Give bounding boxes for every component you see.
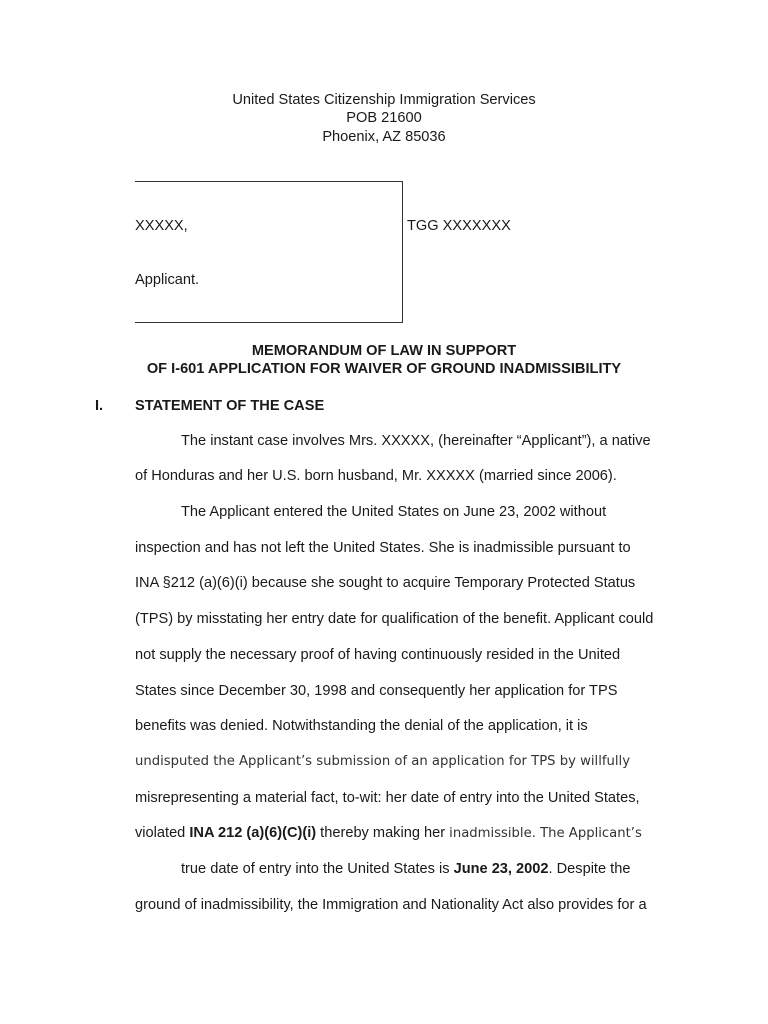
agency-city: Phoenix, AZ 85036: [322, 129, 446, 145]
body-line-6: (TPS) by misstating her entry date for qualification of the benefit. Applicant could: [135, 611, 654, 627]
agency-name: United States Citizenship Immigration Services: [232, 92, 536, 108]
body-line-13: [181, 861, 630, 877]
body-line-13-text-c: . Despite the: [548, 861, 631, 877]
body-line-7: not supply the necessary proof of having continuously resided in the United: [135, 647, 621, 663]
body-line-13-text-a: true date of entry into the United States is: [181, 861, 454, 877]
memo-title-line1: MEMORANDUM OF LAW IN SUPPORT: [251, 343, 517, 359]
entry-date: June 23, 2002: [453, 861, 549, 877]
caption-vertical-rule: [402, 181, 403, 323]
statute-citation: INA 212 (a)(6)(C)(i): [189, 825, 317, 841]
body-line-12: [135, 825, 642, 841]
body-line-4: inspection and has not left the United States. She is inadmissible pursuant to: [135, 540, 631, 556]
body-line-10: undisputed the Applicant’s submission of an application for TPS by willfully: [135, 754, 631, 769]
body-line-5: INA §212 (a)(6)(i) because she sought to acquire Temporary Protected Status: [135, 575, 636, 591]
body-line-12-text-a: violated: [135, 825, 190, 841]
body-line-3: The Applicant entered the United States on June 23, 2002 without: [181, 504, 607, 520]
body-line-2: of Honduras and her U.S. born husband, Mr. XXXXX (married since 2006).: [135, 468, 617, 484]
body-line-1: The instant case involves Mrs. XXXXX, (hereinafter “Applicant”), a native: [181, 433, 651, 449]
section-number: I.: [95, 398, 104, 414]
memo-title-line2: OF I-601 APPLICATION FOR WAIVER OF GROUND INADMISSIBILITY: [146, 361, 622, 377]
body-line-12-text-d: inadmissible. The Applicant’s: [449, 826, 642, 841]
body-line-14: ground of inadmissibility, the Immigration and Nationality Act also provides for a: [135, 897, 647, 913]
body-line-9: benefits was denied. Notwithstanding the denial of the application, it is: [135, 718, 588, 734]
caption-file-number: TGG XXXXXXX: [407, 218, 511, 234]
caption-applicant-role: Applicant.: [135, 272, 200, 288]
caption-bottom-rule: [135, 322, 403, 323]
caption-top-rule: [135, 181, 403, 182]
body-line-12-text-c: thereby making her: [316, 825, 450, 841]
body-line-8: States since December 30, 1998 and consequently her application for TPS: [135, 683, 618, 699]
caption-applicant-name: XXXXX,: [135, 218, 188, 234]
section-heading: STATEMENT OF THE CASE: [135, 398, 325, 414]
body-line-11: misrepresenting a material fact, to-wit: her date of entry into the United States,: [135, 790, 640, 806]
agency-pob: POB 21600: [346, 110, 422, 126]
